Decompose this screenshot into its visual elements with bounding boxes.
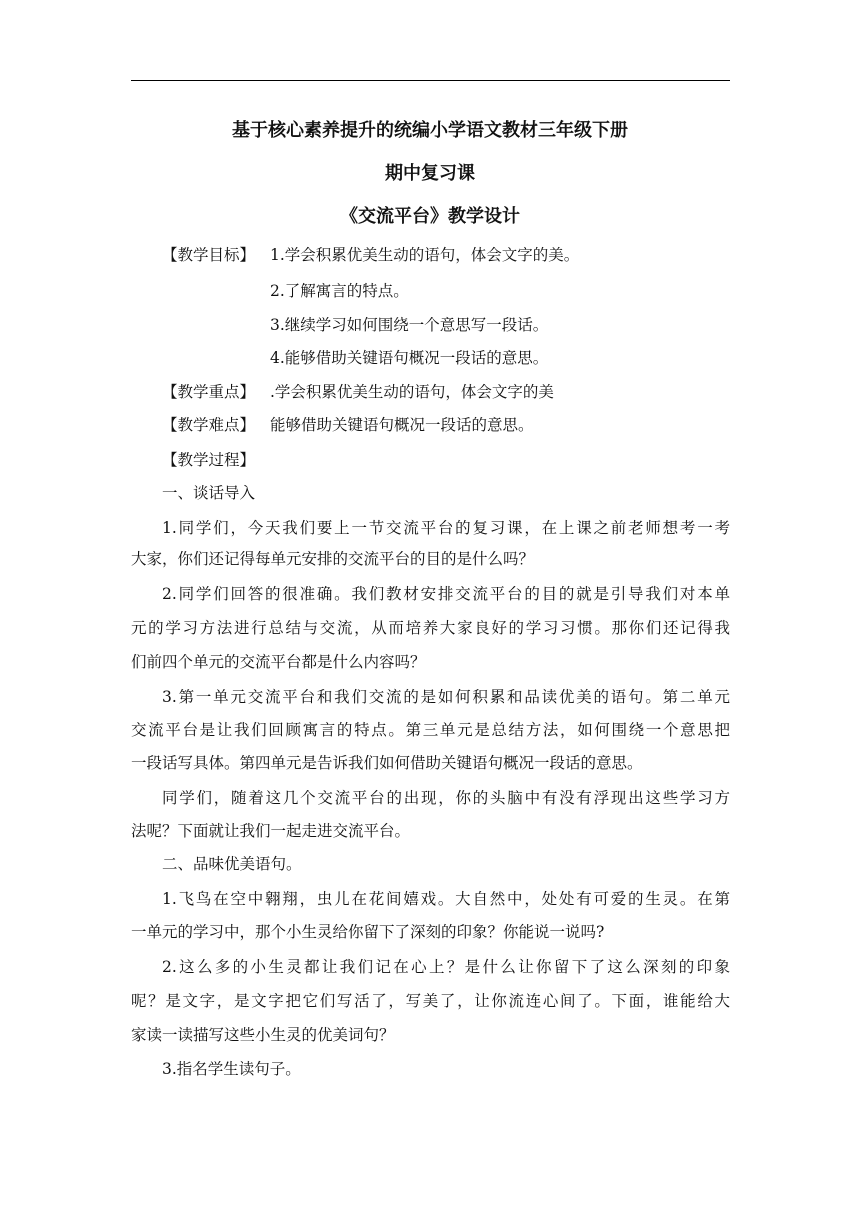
section-heading: 二、品味优美语句。 bbox=[162, 855, 302, 873]
paragraph-line: 3.第一单元交流平台和我们交流的是如何积累和品读优美的语句。第二单元 bbox=[162, 688, 730, 706]
objective-item: 1.学会积累优美生动的语句，体会文字的美。 bbox=[270, 246, 580, 264]
paragraph-line: 大家，你们还记得每单元安排的交流平台的目的是什么吗？ bbox=[131, 550, 535, 568]
paragraph-line: 2.同学们回答的很准确。我们教材安排交流平台的目的就是引导我们对本单 bbox=[162, 585, 730, 603]
paragraph-line: 交流平台是让我们回顾寓言的特点。第三单元是总结方法，如何围绕一个意思把 bbox=[131, 721, 730, 739]
section-heading: 一、谈话导入 bbox=[162, 484, 256, 502]
paragraph-line: 一单元的学习中，那个小生灵给你留下了深刻的印象？你能说一说吗? bbox=[131, 923, 605, 941]
process-label: 【教学过程】 bbox=[162, 451, 256, 469]
paragraph-line: 同学们，随着这几个交流平台的出现，你的头脑中有没有浮现出这些学习方 bbox=[162, 789, 730, 807]
difficulty-label: 【教学难点】 bbox=[162, 416, 256, 434]
paragraph-line: 家读一读描写这些小生灵的优美词句？ bbox=[131, 1026, 395, 1044]
paragraph-line: 3.指名学生读句子。 bbox=[162, 1060, 301, 1078]
document-title: 基于核心素养提升的统编小学语文教材三年级下册 bbox=[232, 120, 628, 141]
objective-item: 4.能够借助关键语句概况一段话的意思。 bbox=[270, 349, 549, 367]
objective-item: 2.了解寓言的特点。 bbox=[270, 282, 409, 300]
header-rule bbox=[131, 80, 730, 81]
objective-item: 3.继续学习如何围绕一个意思写一段话。 bbox=[270, 316, 549, 334]
paragraph-line: 2.这么多的小生灵都让我们记在心上？是什么让你留下了这么深刻的印象 bbox=[162, 958, 730, 976]
document-subtitle: 期中复习课 bbox=[385, 163, 475, 184]
key-point-text: .学会积累优美生动的语句，体会文字的美 bbox=[270, 383, 554, 401]
paragraph-line: 一段话写具体。第四单元是告诉我们如何借助关键语句概况一段话的意思。 bbox=[131, 754, 643, 772]
difficulty-text: 能够借助关键语句概况一段话的意思。 bbox=[270, 416, 534, 434]
paragraph-line: 们前四个单元的交流平台都是什么内容吗？ bbox=[131, 653, 426, 671]
paragraph-line: 1.同学们，今天我们要上一节交流平台的复习课，在上课之前老师想考一考 bbox=[162, 519, 730, 537]
paragraph-line: 1.飞鸟在空中翱翔，虫儿在花间嬉戏。大自然中，处处有可爱的生灵。在第 bbox=[162, 890, 730, 908]
paragraph-line: 元的学习方法进行总结与交流，从而培养大家良好的学习习惯。那你们还记得我 bbox=[131, 619, 730, 637]
paragraph-line: 法呢？下面就让我们一起走进交流平台。 bbox=[131, 822, 411, 840]
lesson-title: 《交流平台》教学设计 bbox=[340, 206, 520, 227]
paragraph-line: 呢？是文字，是文字把它们写活了，写美了，让你流连心间了。下面，谁能给大 bbox=[131, 992, 730, 1010]
objectives-label: 【教学目标】 bbox=[162, 246, 256, 264]
key-point-label: 【教学重点】 bbox=[162, 383, 256, 401]
